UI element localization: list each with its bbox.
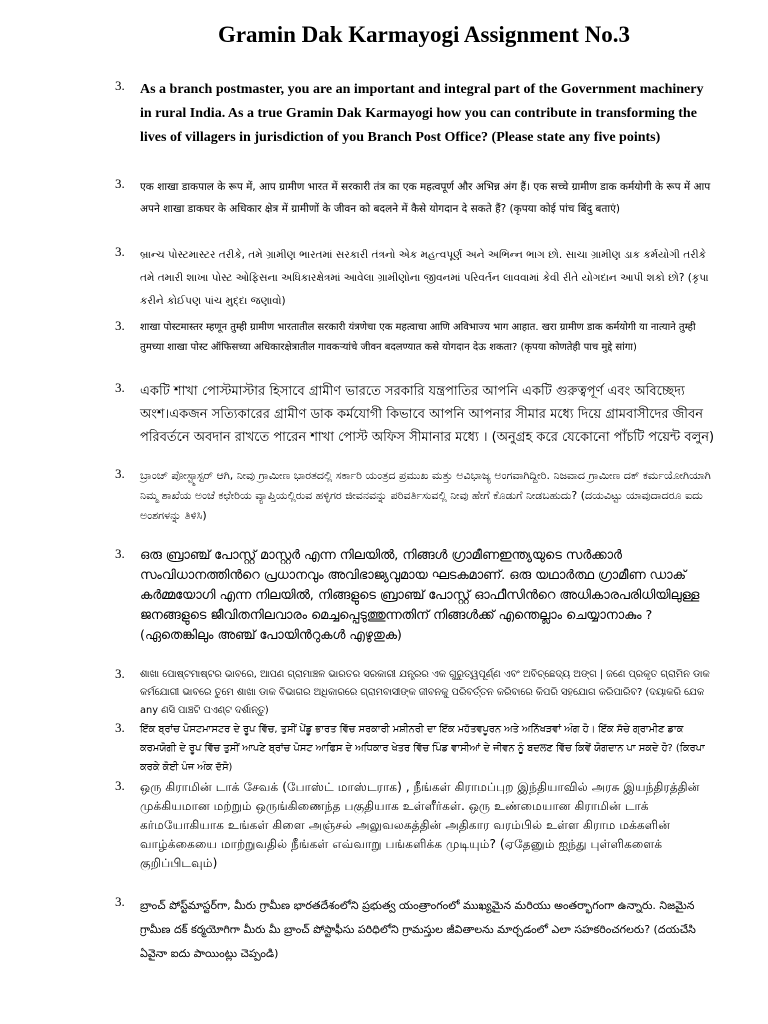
question-number: 3. <box>115 778 125 793</box>
question-text: एक शाखा डाकपाल के रूप में, आप ग्रामीण भारत में सरकारी तंत्र का एक महत्वपूर्ण और अभिन्न अंग हैं। एक सच्चे ग्रामीण डाक कर्मयोगी के रूप में आप अपने शाखा डाकघर के अधिकार क्षेत्र में ग्रामीणों के जीवन को बदलने में कैसे योगदान दे सकते हैं? (कृपया कोई पांच बिंदु बताएं) <box>140 181 711 215</box>
question-text: બ્રાન્ચ પોસ્ટમાસ્ટર તરીકે, તમે ગ્રામીણ ભારતમાં સરકારી તંત્રનો એક મહત્વપૂર્ણ અને અભિન્ન ભાગ છો. સાચા ગ્રામીણ ડાક કર્મયોગી તરીકે તમે તમારી શાખા પોસ્ટ ઓફિસના અધિકારક્ષેત્રમાં આવેલા ગ્રામીણોના જીવનમાં પરિવર્તન લાવવામાં કેવી રીતે યોગદાન આપી શકો છો? (કૃપા કરીને કોઈપણ પાંચ મુદ્દા જણાવો) <box>140 249 709 307</box>
question-hindi <box>115 176 718 220</box>
question-punjabi <box>115 720 718 777</box>
question-odia <box>115 666 718 720</box>
question-number: 3. <box>115 318 125 333</box>
question-text: ഒരു ബ്രാഞ്ച് പോസ്റ്റ് മാസ്റ്റർ എന്ന നിലയിൽ, നിങ്ങൾ ഗ്രാമീണഇന്ത്യയുടെ സർക്കാർ സംവിധാനത്തിൻറെ പ്രധാനവും അവിഭാജ്യവുമായ ഘടകമാണ്. ഒരു യഥാർത്ഥ ഗ്രാമീണ ഡാക് കർമ്മയോഗി എന്ന നിലയിൽ, നിങ്ങളുടെ ബ്രാഞ്ച് പോസ്റ്റ് ഓഫീസിൻറെ അധികാരപരിധിയിലുള്ള ജനങ്ങളുടെ ജീവിതനിലവാരം മെച്ചപ്പെടുത്തുന്നതിന് നിങ്ങൾക്ക് എന്തെല്ലാം ചെയ്യാനാകും ? (ഏതെങ്കിലും അഞ്ച് പോയിൻറുകൾ എഴുതുക) <box>140 548 700 643</box>
question-bengali <box>115 380 718 449</box>
question-number: 3. <box>115 546 125 561</box>
question-malayalam <box>115 546 718 646</box>
question-number: 3. <box>115 466 125 481</box>
question-text: ਇੱਕ ਬ੍ਰਾਂਚ ਪੋਸਟਮਾਸਟਰ ਦੇ ਰੂਪ ਵਿੱਚ, ਤੁਸੀਂ ਪੇਂਡੂ ਭਾਰਤ ਵਿੱਚ ਸਰਕਾਰੀ ਮਸ਼ੀਨਰੀ ਦਾ ਇੱਕ ਮਹੱਤਵਪੂਰਨ ਅਤੇ ਅਨਿੱਖੜਵਾਂ ਅੰਗ ਹੋ। ਇੱਕ ਸੱਚੇ ਗ੍ਰਾਮੀਣ ਡਾਕ ਕਰਮਯੋਗੀ ਦੇ ਰੂਪ ਵਿੱਚ ਤੁਸੀਂ ਆਪਣੇ ਬ੍ਰਾਂਚ ਪੋਸਟ ਆਫਿਸ ਦੇ ਅਧਿਕਾਰ ਖੇਤਰ ਵਿੱਚ ਪਿੰਡ ਵਾਸੀਆਂ ਦੇ ਜੀਵਨ ਨੂੰ ਬਦਲਣ ਵਿੱਚ ਕਿਵੇਂ ਯੋਗਦਾਨ ਪਾ ਸਕਦੇ ਹੋ? (ਕਿਰਪਾ ਕਰਕੇ ਕੋਈ ਪੰਜ ਅੰਕ ਦੱਸੋ) <box>140 724 705 773</box>
question-text: ಬ್ರಾಂಚ್ ಪೋಸ್ಟ್ಮಾಸ್ಟರ್ ಆಗಿ, ನೀವು ಗ್ರಾಮೀಣ ಭಾರತದಲ್ಲಿ ಸರ್ಕಾರಿ ಯಂತ್ರದ ಪ್ರಮುಖ ಮತ್ತು ಅವಿಭಾಜ್ಯ ಅಂಗವಾಗಿದ್ದೀರಿ. ನಿಜವಾದ ಗ್ರಾಮೀಣ ದಕ್ ಕರ್ಮಯೋಗಿಯಾಗಿ ನಿಮ್ಮ ಶಾಖೆಯ ಅಂಚೆ ಕಛೇರಿಯ ವ್ಯಾಪ್ತಿಯಲ್ಲಿರುವ ಹಳ್ಳಿಗರ ಜೀವನವನ್ನು ಪರಿವರ್ತಿಸುವಲ್ಲಿ ನೀವು ಹೇಗೆ ಕೊಡುಗೆ ನೀಡಬಹುದು? (ದಯವಿಟ್ಟು ಯಾವುದಾದರೂ ಐದು ಅಂಶಗಳನ್ನು ತಿಳಿಸಿ) <box>140 469 711 522</box>
question-tamil <box>115 778 718 873</box>
question-text: As a branch postmaster, you are an important and integral part of the Government machinery in rural India. As a true Gramin Dak Karmayogi how you can contribute in transforming the lives of villagers in jurisdiction of you Branch Post Office? (Please state any five points) <box>140 82 704 145</box>
question-telugu <box>115 894 718 966</box>
question-text: शाखा पोस्टमास्तर म्हणून तुम्ही ग्रामीण भारतातील सरकारी यंत्रणेचा एक महत्वाचा आणि अविभाज्य भाग आहात. खरा ग्रामीण डाक कर्मयोगी या नात्याने तुम्ही तुमच्या शाखा पोस्ट ऑफिसच्या अधिकारक्षेत्रातील गावकऱ्यांचे जीवन बदलण्यात कसे योगदान देऊ शकता? (कृपया कोणतेही पाच मुद्दे सांगा) <box>140 322 696 353</box>
question-text: బ్రాంచ్ పోస్ట్‌మాస్టర్‌గా, మీరు గ్రామీణ భారతదేశంలోని ప్రభుత్వ యంత్రాంగంలో ముఖ్యమైన మరియు అంతర్భాగంగా ఉన్నారు. నిజమైన గ్రామీణ దక్ కర్మయోగిగా మీరు మీ బ్రాంచ్ పోస్టాఫీసు పరిధిలోని గ్రామస్తుల జీవితాలను మార్చడంలో ఎలా సహకరించగలరు? (దయచేసి ఏవైనా ఐదు పాయింట్లు చెప్పండి) <box>140 899 696 960</box>
question-kannada <box>115 466 718 526</box>
question-marathi <box>115 318 718 358</box>
question-text: একটি শাখা পোস্টমাস্টার হিসাবে গ্রামীণ ভারতে সরকারি যন্ত্রপাতির আপনি একটি গুরুত্বপূর্ণ এবং অবিচ্ছেদ্য অংশ।একজন সত্যিকারের গ্রামীণ ডাক কর্মযোগী কিভাবে আপনি আপনার সীমার মধ্যে দিয়ে গ্রামবাসীদের জীবন পরিবর্তনে অবদান রাখতে পারেন শাখা পোস্ট অফিস সীমানার মধ্যে । (অনুগ্রহ করে যেকোনো পাঁচটি পয়েন্ট বলুন) <box>140 384 715 445</box>
question-number: 3. <box>115 666 125 681</box>
page-title: Gramin Dak Karmayogi Assignment No.3 <box>217 22 631 47</box>
question-number: 3. <box>115 894 125 909</box>
question-gujarati <box>115 244 718 313</box>
question-number: 3. <box>115 244 125 259</box>
question-english <box>115 78 718 150</box>
question-number: 3. <box>115 380 125 395</box>
question-number: 3. <box>115 176 125 191</box>
question-number: 3. <box>115 720 125 735</box>
question-number: 3. <box>115 78 125 93</box>
question-text: ଶାଖା ପୋଷ୍ଟମାଷ୍ଟର ଭାବରେ, ଆପଣ ଗ୍ରାମାଞ୍ଚଳ ଭାରତର ସରକାରୀ ଯନ୍ତ୍ରର ଏକ ଗୁରୁତ୍ୱପୂର୍ଣ୍ଣ ଏବଂ ଅବିଚ୍ଛେଦ୍ୟ ଅଙ୍ଗ | ଜଣେ ପ୍ରକୃତ ଗ୍ରାମିନ ଡାକ କର୍ମଯୋଗୀ ଭାବରେ ତୁମେ ଶାଖା ଡାକ ବିଭାଗର ଅଧିକାରରେ ଗ୍ରାମବାସୀଙ୍କ ଜୀବନକୁ ପରିବର୍ତ୍ତନ କରିବାରେ କିପରି ସହଯୋଗ କରିପାରିବ? (ଦୟାକରି ଯେକ any ଣସି ପାଞ୍ଚଟି ପଏଣ୍ଟ ଦର୍ଶାନ୍ତୁ) <box>140 669 710 716</box>
question-text: ஒரு கிராமின் டாக் சேவக் (போஸ்ட் மாஸ்டராக) , நீங்கள் கிராமப்புற இந்தியாவில் அரசு இயந்திரத்தின் முக்கியமான மற்றும் ஒருங்கிணைந்த பகுதியாக உள்ளீர்கள். ஒரு உண்மையான கிராமின் டாக் கர்மயோகியாக உங்கள் கிளை அஞ்சல் அலுவலகத்தின் அதிகார வரம்பில் உள்ள கிராம மக்களின் வாழ்க்கையை மாற்றுவதில் நீங்கள் எவ்வாறு பங்களிக்க முடியும்? (ஏதேனும் ஐந்து புள்ளிகளைக் குறிப்பிடவும்) <box>140 780 700 870</box>
